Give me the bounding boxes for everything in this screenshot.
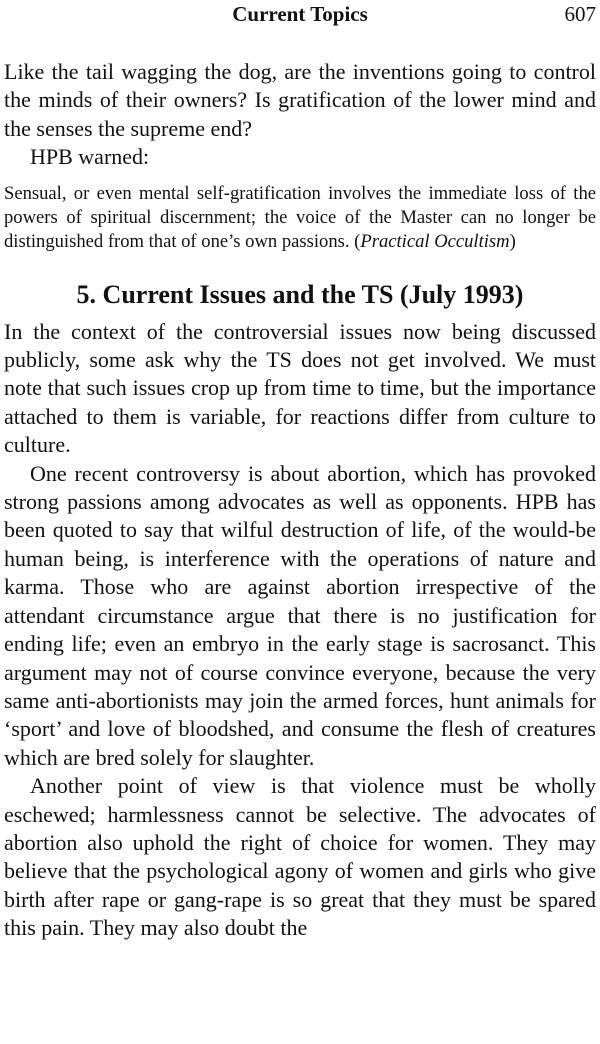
quote-source: Practical Occultism [360, 230, 510, 252]
quote-close: ) [509, 230, 516, 252]
section-heading: 5. Current Issues and the TS (July 1993) [76, 279, 524, 309]
book-page [4, 0, 596, 943]
paragraph-inventions: Like the tail wagging the dog, are the inventions going to control the minds of their owners? Is gratification of the lower mind and the senses the supreme end? [4, 59, 596, 141]
running-header [4, 0, 596, 28]
running-title: Current Topics [232, 2, 368, 26]
block-quote [4, 182, 596, 254]
paragraph-context: In the context of the controversial issues now being discussed publicly, some ask why the TS does not get involved. We must note that such issues crop up from time to time, but the importance attached to them is variable, for reactions differ from culture to culture. [4, 318, 596, 458]
paragraph-abortion-controversy: One recent controversy is about abortion, which has provoked strong passions among advocates as well as opponents. HPB has been quoted to say that wilful destruction of life, of the would-be human being, is interference with the operations of nature and karma. Those who are against abortion irrespective of the attendant circumstance argue that there is no justification for ending life; even an embryo in the early stage is sacrosanct. This argument may not of course convince everyone, because the very same anti-abortionists may join the armed forces, hunt animals for ‘sport’ and love of bloodshed, and consume the flesh of creatures which are bred solely for slaughter. [4, 460, 596, 770]
paragraph-hpb-warned: HPB warned: [30, 144, 150, 170]
paragraph-another-view: Another point of view is that violence must be wholly eschewed; harmlessness cannot be selective. The advocates of abortion also uphold the right of choice for women. They may believe that the psychological agony of women and girls who give birth after rape or gang-rape is so great that they must be spared this pain. They may also doubt the [4, 773, 596, 941]
quote-text: Sensual, or even mental self-gratification involves the immediate loss of the powers of spiritual discernment; the voice of the Master can no longer be distinguished from that of one’s own passions. ( [4, 182, 596, 252]
page-number: 607 [564, 2, 596, 26]
